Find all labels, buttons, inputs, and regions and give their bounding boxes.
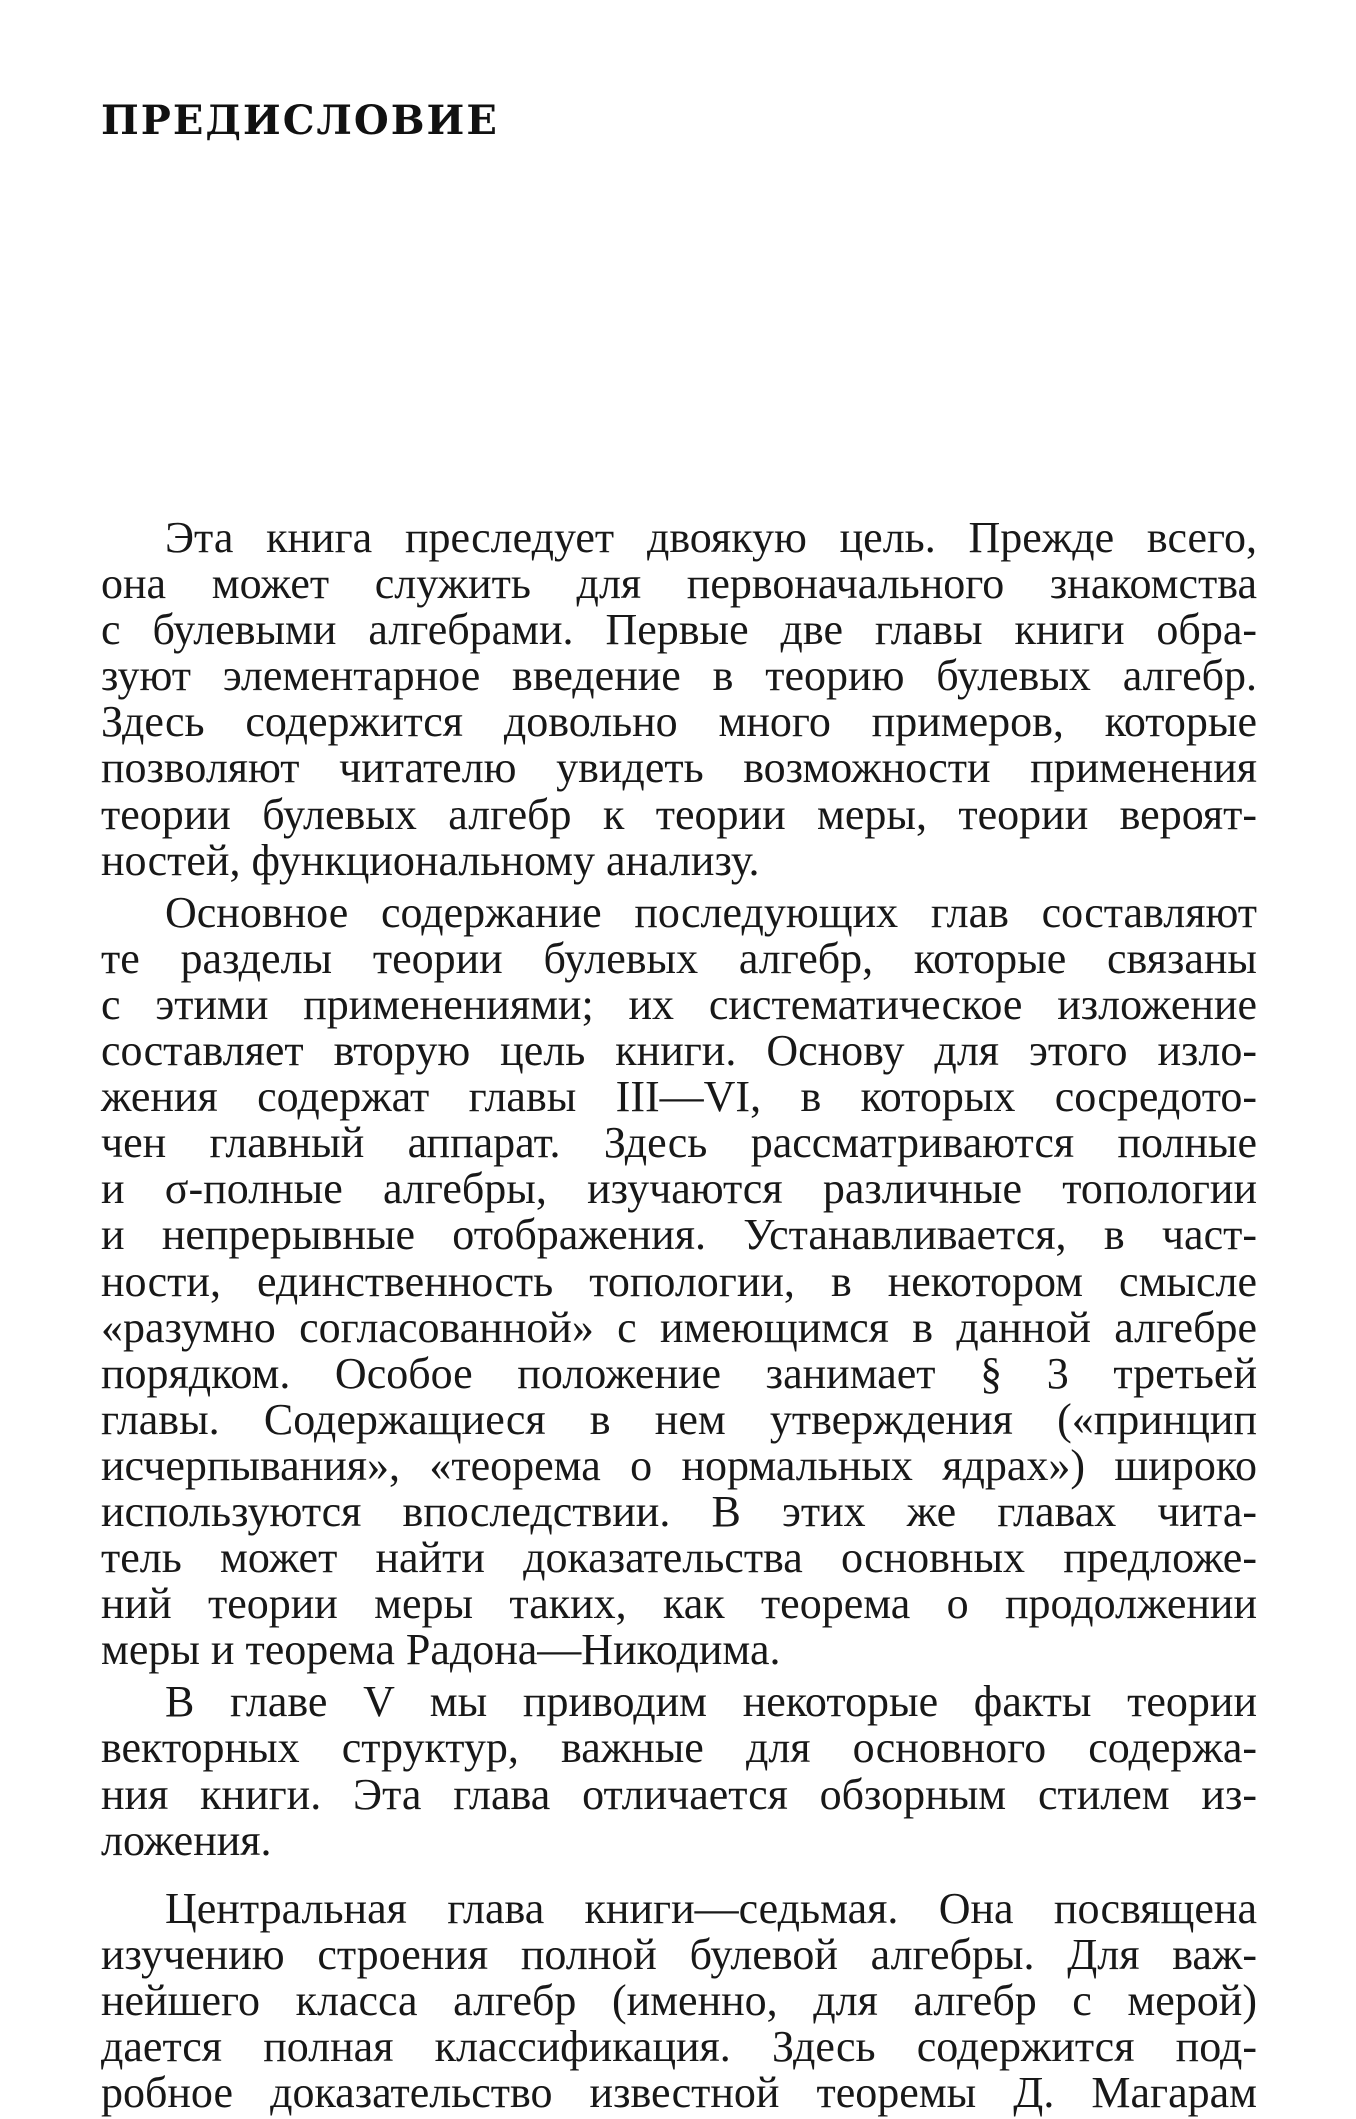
text-line: с булевыми алгебрами. Первые две главы книги обра- xyxy=(101,605,1257,655)
text-line: те разделы теории булевых алгебр, которые связаны xyxy=(101,933,1257,983)
text-line: Эта книга преследует двоякую цель. Прежде всего, xyxy=(165,513,1257,562)
text-line: дается полная классификация. Здесь содержится под- xyxy=(101,2022,1257,2071)
text-line: «разумно согласованной» с имеющимся в данной алгебре xyxy=(101,1302,1257,1352)
text-line: ложения. xyxy=(101,1815,272,1865)
paragraph-4 xyxy=(101,1883,1257,2118)
text-line: она может служить для первоначального знакомства xyxy=(101,559,1257,609)
text-line: ностей, функциональному анализу. xyxy=(101,835,760,885)
text-line: порядком. Особое положение занимает § 3 третьей xyxy=(101,1348,1257,1398)
preface-body xyxy=(101,515,1257,2116)
paragraph-1 xyxy=(101,515,1257,884)
text-line: составляет вторую цель книги. Основу для этого изло- xyxy=(101,1026,1257,1076)
text-line: и σ-полные алгебры, изучаются различные топологии xyxy=(101,1164,1257,1214)
text-line: изучению строения полной булевой алгебры. Для важ- xyxy=(101,1929,1257,1979)
text-line: векторных структур, важные для основного содержа- xyxy=(101,1723,1257,1773)
text-line: тель может найти доказательства основных предложе- xyxy=(101,1533,1257,1583)
text-line: жения содержат главы III—VI, в которых сосредото- xyxy=(101,1072,1257,1122)
text-line: теории булевых алгебр к теории меры, теории вероят- xyxy=(101,789,1257,839)
text-line: Основное содержание последующих глав составляют xyxy=(165,887,1257,937)
text-line: Здесь содержится довольно много примеров, которые xyxy=(101,697,1257,747)
text-line: исчерпывания», «теорема о нормальных ядрах») широко xyxy=(101,1440,1257,1490)
text-line: используются впоследствии. В этих же главах чита- xyxy=(101,1486,1257,1536)
text-line: зуют элементарное введение в теорию булевых алгебр. xyxy=(101,651,1257,701)
text-line: ний теории меры таких, как теорема о продолжении xyxy=(101,1579,1257,1629)
paragraph-3 xyxy=(101,1679,1257,1863)
paragraph-spacer xyxy=(101,1864,1257,1886)
text-line: и непрерывные отображения. Устанавливается, в част- xyxy=(101,1210,1257,1260)
text-line: чен главный аппарат. Здесь рассматриваются полные xyxy=(101,1118,1257,1168)
text-line: меры и теорема Радона—Никодима. xyxy=(101,1625,781,1675)
text-line: позволяют читателю увидеть возможности применения xyxy=(101,743,1257,793)
text-line: ния книги. Эта глава отличается обзорным стилем из- xyxy=(101,1769,1257,1819)
text-line: В главе V мы приводим некоторые факты теории xyxy=(165,1677,1257,1727)
text-line: ности, единственность топологии, в некотором смысле xyxy=(101,1256,1257,1306)
text-line: Центральная глава книги—седьмая. Она посвящена xyxy=(165,1883,1257,1933)
paragraph-2 xyxy=(101,887,1257,1675)
text-line: робное доказательство известной теоремы Д. Магарам xyxy=(101,2068,1257,2118)
text-line: главы. Содержащиеся в нем утверждения («принцип xyxy=(101,1394,1257,1444)
text-line: нейшего класса алгебр (именно, для алгебр с мерой) xyxy=(101,1975,1257,2025)
page-title: ПРЕДИСЛОВИЕ xyxy=(101,97,499,144)
text-line: с этими применениями; их систематическое изложение xyxy=(101,979,1257,1029)
